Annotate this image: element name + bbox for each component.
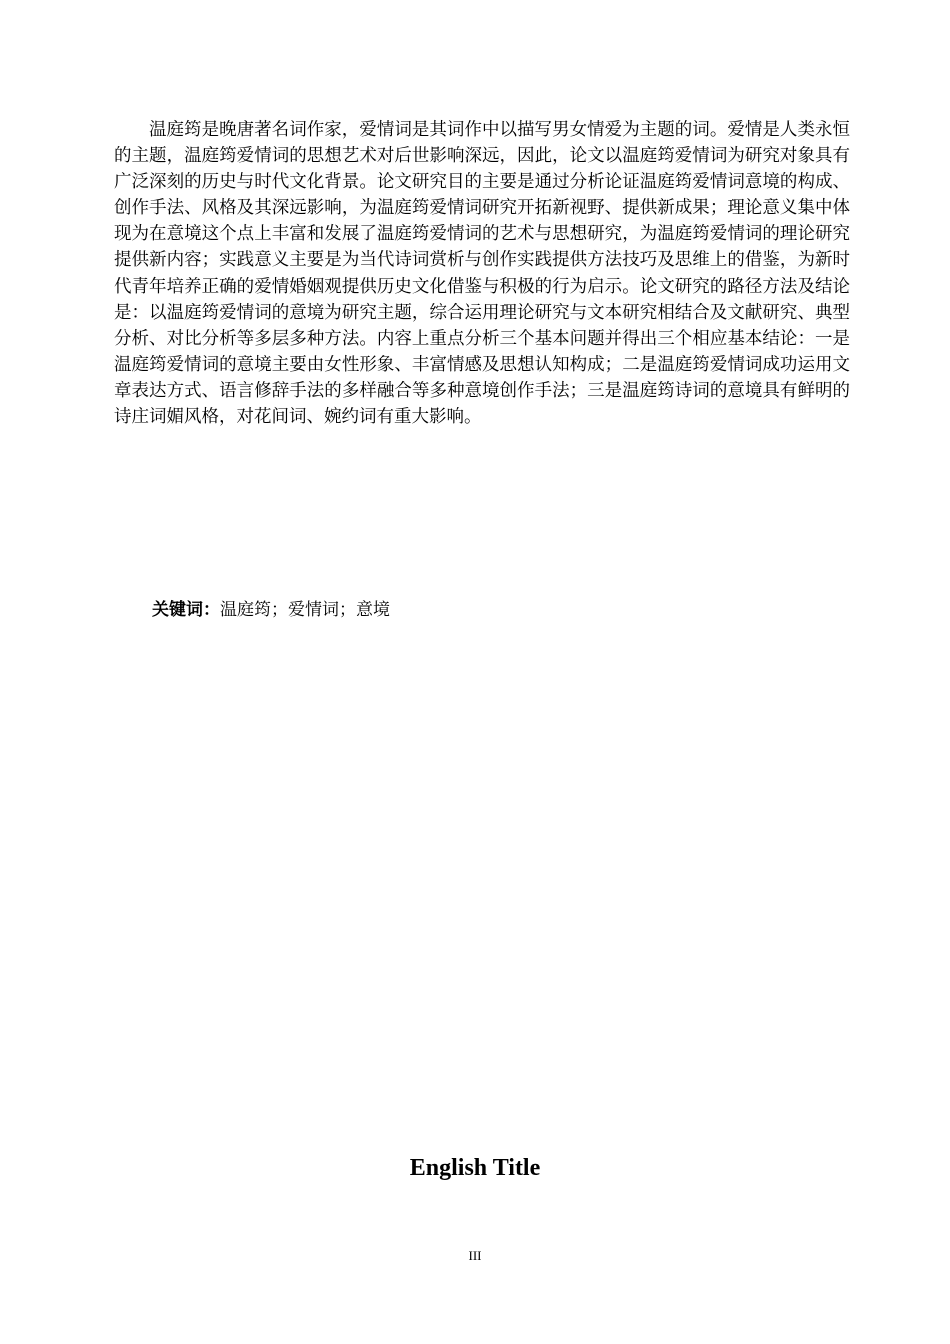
keywords-values: 温庭筠；爱情词；意境 — [220, 600, 390, 620]
english-title: English Title — [409, 1155, 541, 1181]
page-number: III — [468, 1248, 482, 1263]
keywords-line — [152, 597, 852, 623]
abstract-paragraph: 温庭筠是晚唐著名词作家，爱情词是其词作中以描写男女情爱为主题的词。爱情是人类永恒的主题，温庭筠爱情词的思想艺术对后世影响深远，因此，论文以温庭筠爱情词为研究对象具有广泛深刻的历史与时代文化背景。论文研究目的主要是通过分析论证温庭筠爱情词意境的构成、创作手法、风格及其深远影响，为温庭筠爱情词研究开拓新视野、提供新成果；理论意义集中体现为在意境这个点上丰富和发展了温庭筠爱情词的艺术与思想研究，为温庭筠爱情词的理论研究提供新内容；实践意义主要是为当代诗词赏析与创作实践提供方法技巧及思维上的借鉴，为新时代青年培养正确的爱情婚姻观提供历史文化借鉴与积极的行为启示。论文研究的路径方法及结论是：以温庭筠爱情词的意境为研究主题，综合运用理论研究与文本研究相结合及文献研究、典型分析、对比分析等多层多种方法。内容上重点分析三个基本问题并得出三个相应基本结论：一是温庭筠爱情词的意境主要由女性形象、丰富情感及思想认知构成；二是温庭筠爱情词成功运用文章表达方式、语言修辞手法的多样融合等多种意境创作手法；三是温庭筠诗词的意境具有鲜明的诗庄词媚风格，对花间词、婉约词有重大影响。 — [114, 120, 850, 428]
keywords-label: 关键词： — [152, 600, 220, 620]
